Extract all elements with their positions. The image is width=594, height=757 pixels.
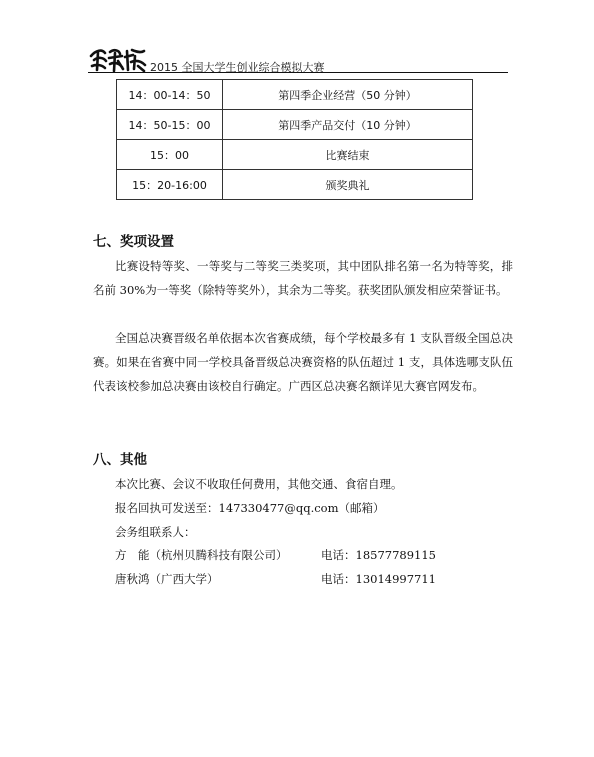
section-7-title: 七、奖项设置 xyxy=(93,234,174,250)
schedule-time: 15：20-16:00 xyxy=(117,170,223,200)
table-row xyxy=(117,110,473,140)
cost-notice: 本次比赛、会议不收取任何费用，其他交通、食宿自理。 xyxy=(115,477,403,491)
section-7-paragraph-1: 比赛设特等奖、一等奖与二等奖三类奖项，其中团队排名第一名为特等奖，排名前 30%为一等奖（除特等奖外），其余为二等奖。获奖团队颁发相应荣誉证书。 xyxy=(93,259,513,297)
table-row xyxy=(117,80,473,110)
schedule-event: 第四季企业经营（50 分钟） xyxy=(223,80,473,110)
contact-phone: 电话：18577789115 xyxy=(321,548,436,562)
section-7-paragraph-2: 全国总决赛晋级名单依据本次省赛成绩，每个学校最多有 1 支队晋级全国总决赛。如果在省赛中同一学校具备晋级总决赛资格的队伍超过 1 支，具体选哪支队伍代表该校参加总决赛由该校自行确定。广西区总决赛名额详见大赛官网发布。 xyxy=(93,331,513,393)
registration-email: 报名回执可发送至：147330477@qq.com（邮箱） xyxy=(115,501,385,515)
schedule-time: 15：00 xyxy=(117,140,223,170)
header-title: 2015 全国大学生创业综合模拟大赛 xyxy=(150,61,325,74)
brand-calligraphy-logo-icon xyxy=(88,44,148,74)
section-8-title: 八、其他 xyxy=(93,452,147,468)
schedule-time: 14：00-14：50 xyxy=(117,80,223,110)
contact-phone: 电话：13014997711 xyxy=(321,572,436,586)
table-row xyxy=(117,140,473,170)
table-row xyxy=(117,170,473,200)
schedule-event: 第四季产品交付（10 分钟） xyxy=(223,110,473,140)
schedule-event: 颁奖典礼 xyxy=(223,170,473,200)
contacts-heading: 会务组联系人： xyxy=(115,525,196,539)
schedule-event: 比赛结束 xyxy=(223,140,473,170)
page-header xyxy=(88,44,508,74)
schedule-table xyxy=(116,79,473,200)
schedule-time: 14：50-15：00 xyxy=(117,110,223,140)
contact-name: 唐秋鸿（广西大学） xyxy=(115,572,219,586)
contact-name: 方 能（杭州贝腾科技有限公司） xyxy=(115,548,288,562)
header-rule xyxy=(88,72,508,73)
